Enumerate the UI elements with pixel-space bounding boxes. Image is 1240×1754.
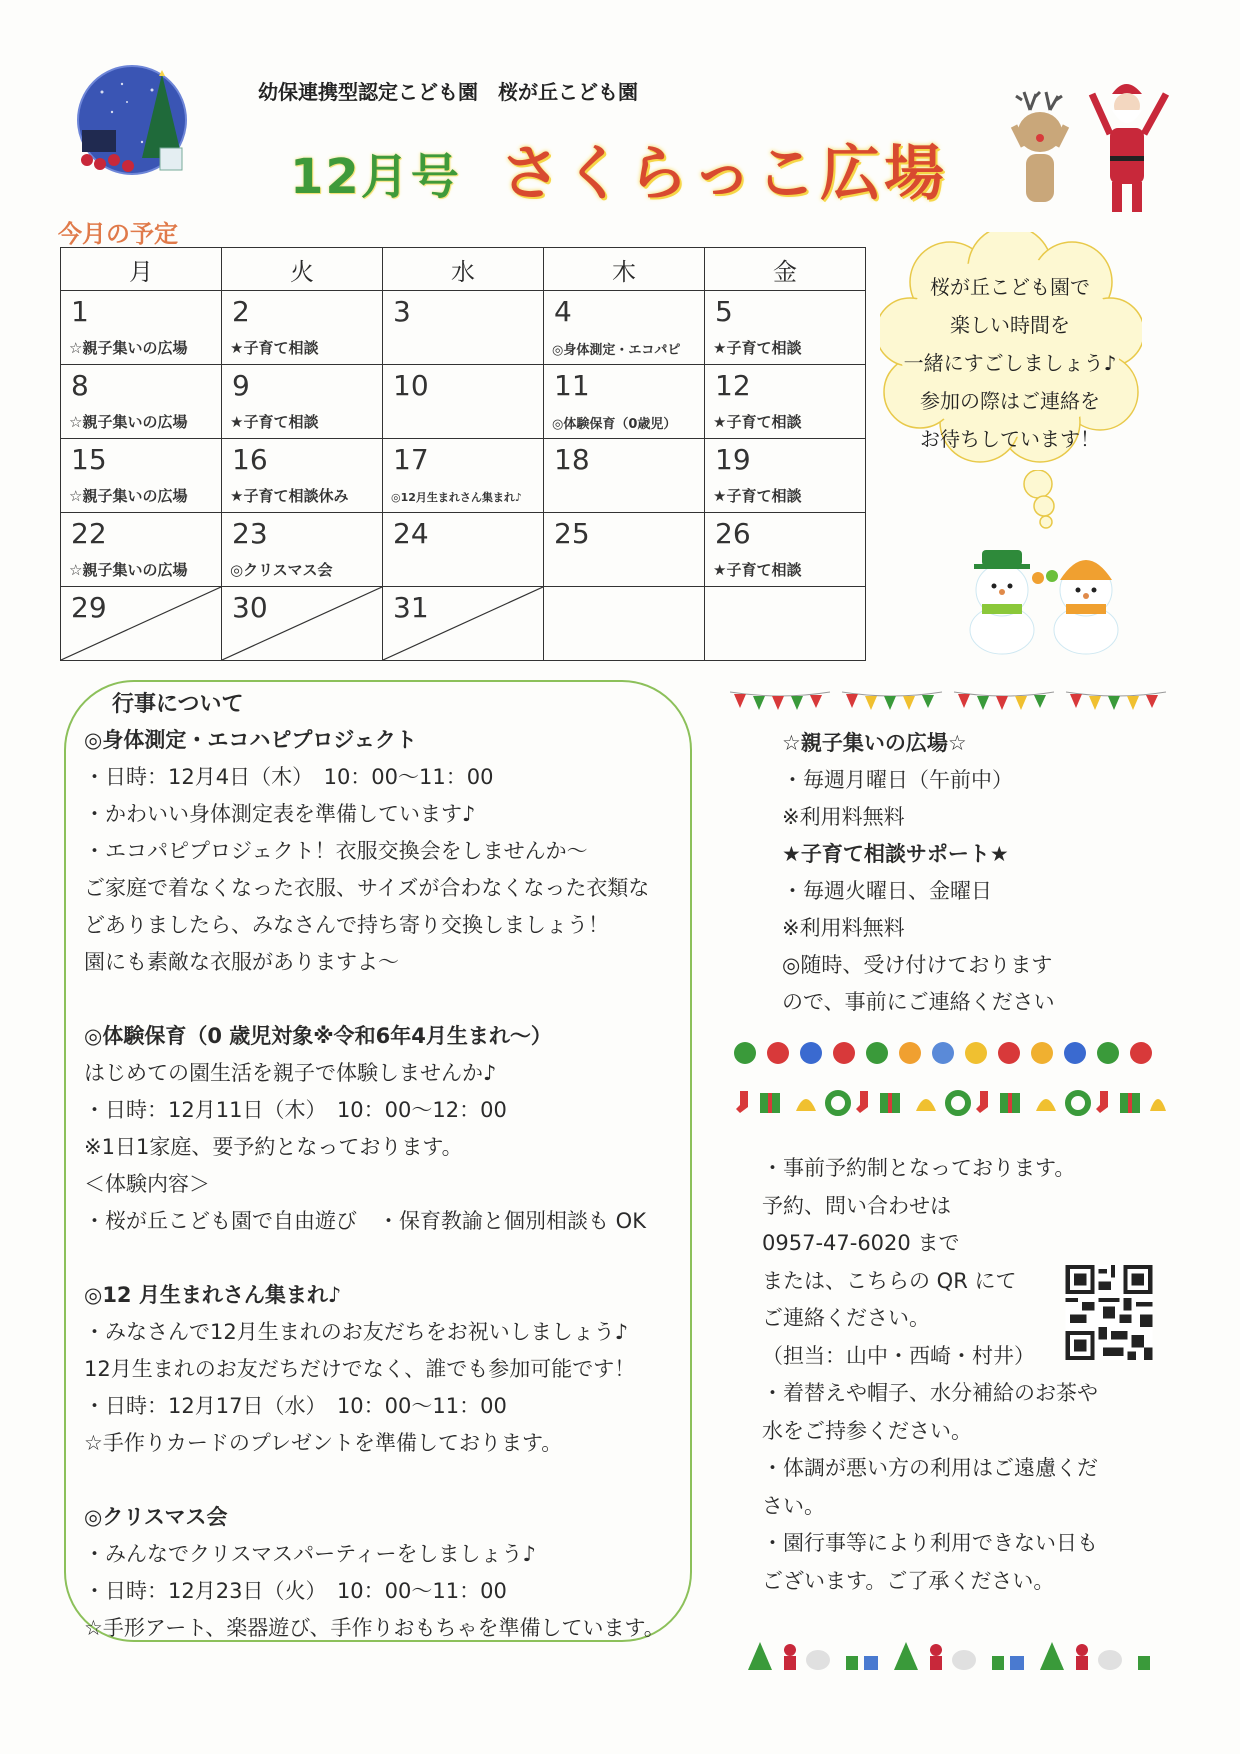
info-line: ☆親子集いの広場☆: [782, 731, 967, 755]
info-line: ※利用料無料: [782, 805, 905, 829]
calendar-cell: [705, 291, 866, 365]
day-event: ★子育て相談: [713, 413, 802, 431]
contact-line: ・体調が悪い方の利用はご遠慮くだ: [762, 1456, 1098, 1480]
day-number: 3: [393, 295, 411, 328]
day-event: ★子育て相談休み: [230, 487, 349, 505]
calendar-cell: [705, 439, 866, 513]
event-line: ・日時：12月17日（水） 10：00～11：00: [84, 1394, 507, 1418]
day-event: ★子育て相談: [713, 339, 802, 357]
event-line: ・エコパピプロジェクト！衣服交換会をしませんか～: [84, 839, 588, 863]
snowmen-icon: [960, 540, 1130, 655]
contact-line: ・着替えや帽子、水分補給のお茶や: [762, 1381, 1098, 1405]
weekday-mon: 月: [61, 248, 222, 291]
contact-line: （担当：山中・西崎・村井）: [762, 1343, 1035, 1368]
event-section: [84, 1277, 684, 1462]
event-line: ※1日1家庭、要予約となっております。: [84, 1135, 463, 1159]
info-line: ◎随時、受け付けております: [782, 953, 1053, 977]
calendar-cell: [222, 439, 383, 513]
calendar-cell: [383, 291, 544, 365]
calendar-cell: [544, 513, 705, 587]
christmas-night-logo-icon: [72, 62, 196, 182]
day-number: 18: [554, 443, 590, 476]
event-section: [84, 722, 684, 981]
day-number: 2: [232, 295, 250, 328]
event-heading: ◎身体測定・エコハピプロジェクト: [84, 728, 417, 752]
day-number: 1: [71, 295, 89, 328]
event-line: ・みんなでクリスマスパーティーをしましょう♪: [84, 1542, 536, 1566]
day-number: 25: [554, 517, 590, 550]
bubble-line: 桜が丘こども園で: [930, 275, 1090, 299]
event-line: はじめての園生活を親子で体験しませんか♪: [84, 1061, 497, 1085]
contact-line: 水をご持参ください。: [762, 1418, 972, 1443]
info-line: ので、事前にご連絡ください: [782, 990, 1055, 1014]
day-event: ★子育て相談: [713, 561, 802, 579]
calendar-cell: [61, 439, 222, 513]
day-event: ☆親子集いの広場: [69, 413, 188, 431]
day-number: 9: [232, 369, 250, 402]
calendar-table: [60, 247, 866, 661]
day-number: 23: [232, 517, 268, 550]
weekday-tue: 火: [222, 248, 383, 291]
day-number: 22: [71, 517, 107, 550]
weekday-fri: 金: [705, 248, 866, 291]
event-line: ・日時：12月23日（火） 10：00～11：00: [84, 1579, 507, 1603]
event-section: [84, 1018, 684, 1240]
day-event: ◎体験保育（0歳児）: [552, 417, 677, 432]
day-event: ☆親子集いの広場: [69, 487, 188, 505]
program-info: [782, 725, 1055, 1021]
day-number: 4: [554, 295, 572, 328]
day-event: ◎身体測定・エコパピ: [552, 343, 681, 358]
calendar-cell: [222, 365, 383, 439]
contact-line: ございます。ご了承ください。: [762, 1568, 1055, 1593]
event-line: ・日時：12月11日（木） 10：00～12：00: [84, 1098, 507, 1122]
newsletter-title: さくらっこ広場: [500, 139, 948, 209]
calendar-cell: [222, 513, 383, 587]
contact-line: ・園行事等により利用できない日も: [762, 1531, 1098, 1555]
day-event: ☆親子集いの広場: [69, 561, 188, 579]
calendar-cell: [544, 365, 705, 439]
event-line: ・みなさんで12月生まれのお友だちをお祝いしましょう♪: [84, 1320, 629, 1344]
santa-icon: [1092, 84, 1166, 212]
bubble-line: 参加の際はご連絡を: [920, 389, 1100, 413]
day-number: 8: [71, 369, 89, 402]
event-line: ・日時：12月4日（木） 10：00～11：00: [84, 765, 494, 789]
issue-label: 12月号: [290, 149, 461, 205]
school-name: 幼保連携型認定こども園 桜が丘こども園: [258, 80, 638, 104]
thought-bubble-tail-icon: [1010, 470, 1080, 530]
info-line: ※利用料無料: [782, 916, 905, 940]
day-number: 12: [715, 369, 751, 402]
event-line: ・桜が丘こども園で自由遊び ・保育教諭と個別相談も OK: [84, 1209, 646, 1233]
bubble-line: お待ちしています！: [920, 427, 1100, 451]
schedule-label: 今月の予定: [58, 220, 178, 248]
calendar-cell: [705, 365, 866, 439]
info-line: ・毎週火曜日、金曜日: [782, 879, 992, 903]
reindeer-santa-icon: [1000, 70, 1180, 220]
bubble-message: [880, 268, 1140, 458]
calendar-cell-crossed: [222, 587, 383, 661]
calendar-cell: [61, 365, 222, 439]
weekday-thu: 木: [544, 248, 705, 291]
day-number: 19: [715, 443, 751, 476]
day-number: 17: [393, 443, 429, 476]
event-line: どありましたら、みなさんで持ち寄り交換しましょう！: [84, 913, 609, 937]
events-title: 行事について: [112, 692, 244, 717]
contact-info: [762, 1150, 1142, 1600]
day-number: 24: [393, 517, 429, 550]
calendar-week: [61, 513, 866, 587]
info-line: ・毎週月曜日（午前中）: [782, 768, 1013, 792]
day-event: ★子育て相談: [230, 339, 319, 357]
day-number: 31: [393, 591, 429, 624]
calendar-week: [61, 365, 866, 439]
calendar-week: [61, 439, 866, 513]
weekday-wed: 水: [383, 248, 544, 291]
event-line: 12月生まれのお友だちだけでなく、誰でも参加可能です！: [84, 1357, 636, 1381]
contact-line: ・事前予約制となっております。: [762, 1156, 1076, 1180]
events-content: [84, 688, 684, 1647]
bunting-icon: [730, 688, 1170, 718]
bubble-line: 楽しい時間を: [950, 313, 1070, 337]
event-line: ☆手形アート、楽器遊び、手作りおもちゃを準備しています。: [84, 1616, 665, 1640]
santa-tree-row-icon: [730, 1638, 1170, 1674]
day-number: 26: [715, 517, 751, 550]
day-event: ★子育て相談: [713, 487, 802, 505]
weekday-header-row: [61, 248, 866, 291]
calendar-cell-crossed: [383, 587, 544, 661]
event-section: [84, 1499, 684, 1647]
calendar-cell: [544, 439, 705, 513]
calendar-cell: [222, 291, 383, 365]
calendar-cell: [383, 439, 544, 513]
day-number: 11: [554, 369, 590, 402]
calendar-cell: [705, 587, 866, 661]
calendar-cell: [61, 291, 222, 365]
day-number: 30: [232, 591, 268, 624]
info-line: ★子育て相談サポート★: [782, 842, 1009, 866]
ornament-row-icon: [730, 1035, 1170, 1069]
event-line: ＜体験内容＞: [84, 1172, 210, 1196]
event-line: 園にも素敵な衣服がありますよ～: [84, 950, 399, 974]
calendar-cell: [383, 513, 544, 587]
event-line: ご家庭で着なくなった衣服、サイズが合わなくなった衣類な: [84, 876, 650, 900]
event-heading: ◎クリスマス会: [84, 1505, 228, 1529]
reindeer-icon: [1014, 92, 1066, 202]
day-number: 15: [71, 443, 107, 476]
event-heading: ◎体験保育（0 歳児対象※令和6年4月生まれ～）: [84, 1024, 552, 1048]
day-event: ◎クリスマス会: [230, 561, 333, 579]
day-event: ◎12月生まれさん集まれ♪: [391, 491, 522, 504]
calendar-cell: [705, 513, 866, 587]
event-line: ・かわいい身体測定表を準備しています♪: [84, 802, 476, 826]
stocking-gift-bell-wreath-row-icon: [730, 1085, 1170, 1119]
day-number: 16: [232, 443, 268, 476]
contact-phone: 0957-47-6020 まで: [762, 1231, 960, 1255]
day-event: ★子育て相談: [230, 413, 319, 431]
day-number: 5: [715, 295, 733, 328]
calendar-cell: [544, 587, 705, 661]
day-event: ☆親子集いの広場: [69, 339, 188, 357]
day-number: 29: [71, 591, 107, 624]
qr-code-icon[interactable]: [1065, 1265, 1153, 1360]
event-heading: ◎12 月生まれさん集まれ♪: [84, 1283, 342, 1307]
calendar-cell: [383, 365, 544, 439]
contact-line: ご連絡ください。: [762, 1306, 930, 1330]
event-line: ☆手作りカードのプレゼントを準備しております。: [84, 1431, 563, 1455]
calendar-week: [61, 291, 866, 365]
calendar-cell: [61, 513, 222, 587]
calendar-cell: [544, 291, 705, 365]
bubble-line: 一緒にすごしましょう♪: [903, 351, 1117, 375]
contact-line: 予約、問い合わせは: [762, 1193, 951, 1218]
contact-line: または、こちらの QR にて: [762, 1268, 1017, 1293]
contact-line: さい。: [762, 1493, 825, 1518]
calendar-cell-crossed: [61, 587, 222, 661]
day-number: 10: [393, 369, 429, 402]
calendar-week: [61, 587, 866, 661]
